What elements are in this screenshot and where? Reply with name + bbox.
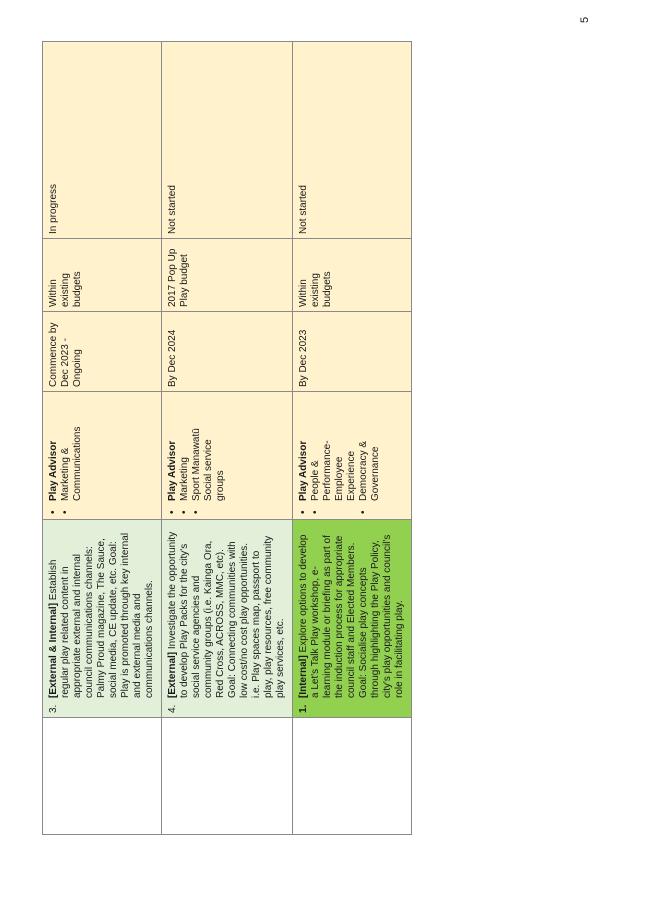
responsible-item: Social service [203,439,214,501]
timeframe-cell: By Dec 2024 [162,312,293,392]
action-cell [43,520,162,718]
status-cell: Not started [162,42,293,239]
responsible-item: Governance [370,446,381,501]
responsible-cell [43,392,162,520]
responsible-list [167,396,227,515]
timeframe-cell: Commence by Dec 2023 - Ongoing [43,312,162,392]
action-number: 1. [298,704,309,713]
responsible-item: • Democracy & [358,396,370,501]
budget-cell: Within existing budgets [43,239,162,312]
empty-cell [293,718,412,835]
responsible-item: Experience [346,450,357,501]
empty-cell [162,718,293,835]
responsible-item: • Sport Manawatū [191,396,203,501]
responsible-item: • People & [310,396,322,501]
action-cell [293,520,412,718]
budget-cell: 2017 Pop Up Play budget [162,239,293,312]
action-number: 4. [167,704,178,713]
table-row [293,42,412,835]
action-description: Explore options to develop a Let's Talk Play workshop, e-learning module or briefing as part of the induction process for appropriate council staff and Elected Members. Goal: Socialise play concepts through highlighting the Play Policy, city's play opportunities and council's role in facilitating play. [298,534,405,698]
empty-cell [43,718,162,835]
action-number: 3. [48,704,59,713]
responsible-cell [162,392,293,520]
responsible-list [48,396,84,515]
action-plan-table [42,41,412,835]
responsible-item: • Play Advisor [48,396,60,501]
action-tag: [Internal] [298,655,309,698]
action-description: Establish regular play related content in appropriate external and internal council communications channels: Palmy Proud magazine, The Sauce, social media, CE update, etc. Goal: Play is promoted through key internal and external media and communications channels. [48,532,155,698]
table-row [43,42,162,835]
responsible-item: • Play Advisor [298,396,310,501]
status-cell: Not started [293,42,412,239]
action-text [48,531,156,698]
action-text [167,531,287,698]
action-tag: [External & Internal] [48,602,59,698]
responsible-item: groups [215,470,226,501]
action-tag: [External] [167,651,178,698]
responsible-item: • Play Advisor [167,396,179,501]
page-number: 5 [579,16,591,23]
responsible-item: Employee [334,456,345,501]
action-text [298,531,406,698]
responsible-list [298,396,382,515]
action-cell [162,520,293,718]
table-row [162,42,293,835]
status-cell: In progress [43,42,162,239]
responsible-item: • Marketing [179,396,191,501]
responsible-item: Communications [72,426,83,501]
responsible-item: • Marketing & [60,396,72,501]
action-description: Investigate the opportunity to develop Play Packs for the city's social service agencies and community groups (i.e. Kainga Ora, Red Cross, ACROSS, MMC, etc). Goal: Connecting communities with low cost/no cost play opportunities. i.e. Play spaces map, passport to play, play resources, free community play services, etc. [167,531,286,698]
responsible-cell [293,392,412,520]
budget-cell: Within existing budgets [293,239,412,312]
timeframe-cell: By Dec 2023 [293,312,412,392]
table-body [43,42,412,835]
responsible-item: Performance- [322,440,333,501]
